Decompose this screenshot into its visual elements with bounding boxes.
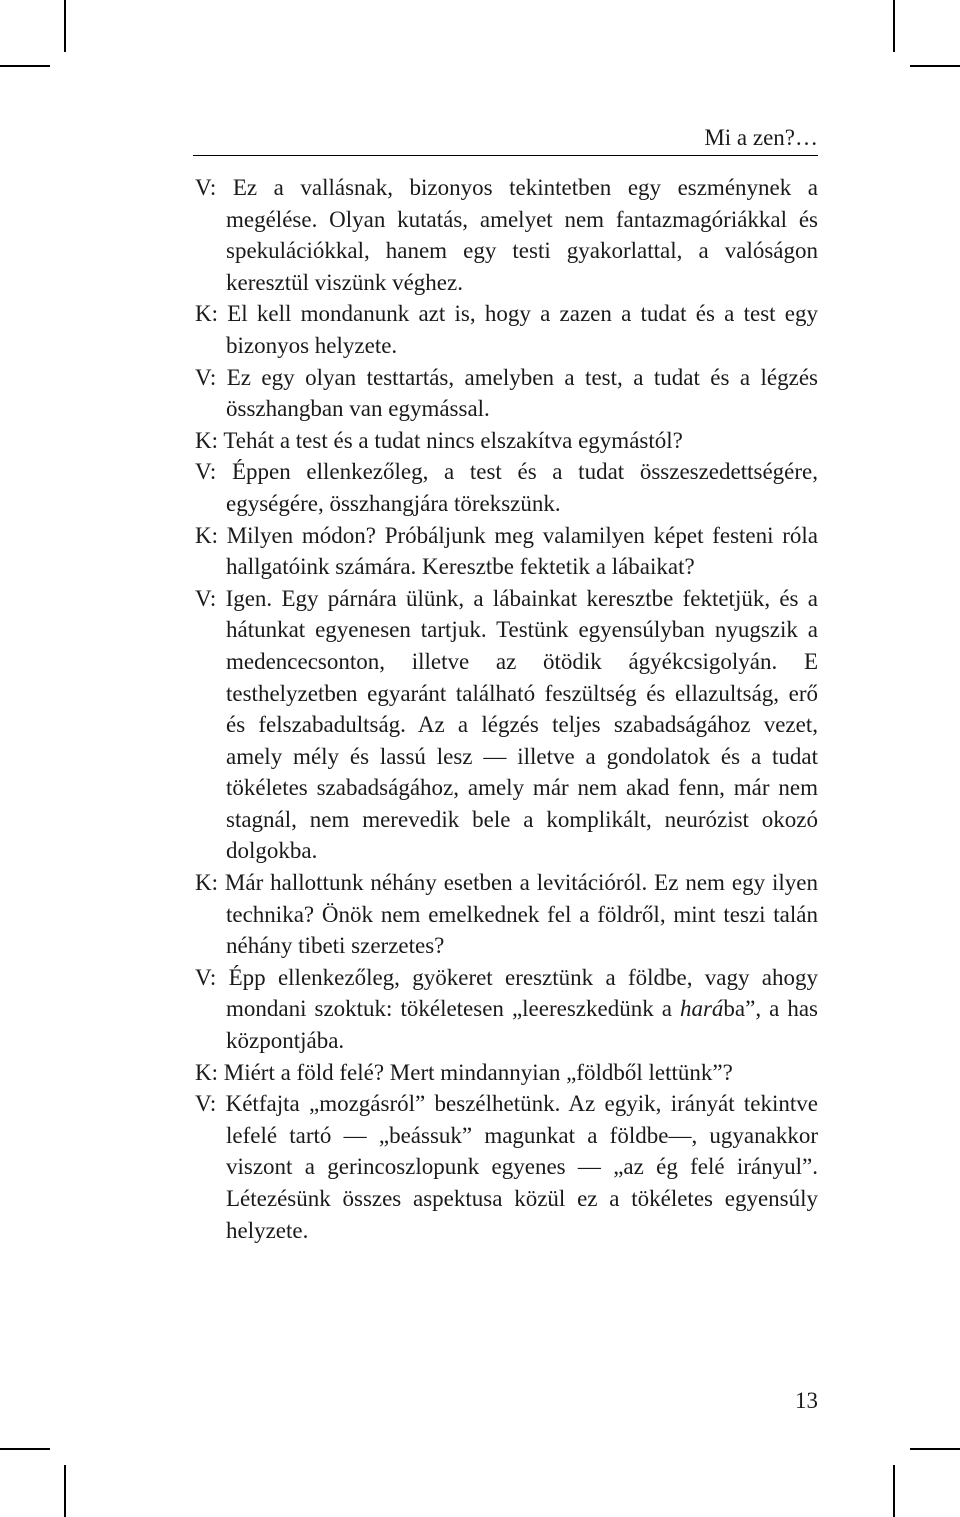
paragraph-answer: V: Éppen ellenkezőleg, a test és a tudat összeszedettségére, egységére, összhangjára törekszünk. <box>195 459 818 516</box>
header-rule <box>193 155 818 156</box>
italic-term: hará <box>679 996 724 1022</box>
crop-mark-top-right-horizontal <box>910 65 960 67</box>
paragraph-question: K: Miért a föld felé? Mert mindannyian „földből lettünk”? <box>195 1059 733 1085</box>
paragraph-question: K: Milyen módon? Próbáljunk meg valamilyen képet festeni róla hallgatóink számára. Keresztbe fektetik a lábaikat? <box>195 522 818 580</box>
paragraph-text-after: ba”, a has központjába. <box>226 996 819 1054</box>
page-number: 13 <box>795 1388 818 1413</box>
paragraph-answer: V: Ez egy olyan testtartás, amelyben a test, a tudat és a légzés összhangban van egymással. <box>195 364 818 422</box>
paragraph-answer <box>195 962 818 1057</box>
paragraph-answer: V: Kétfajta „mozgásról” beszélhetünk. Az egyik, irányát tekintve lefelé tartó — „beássuk” magunkat a földbe—, ugyanakkor viszont a gerincoszlopunk egyenes — „az ég felé irányul”. Létezésünk összes aspektusa közül ez a tökéletes egyensúly helyzete. <box>195 1091 818 1243</box>
paragraph-question: K: El kell mondanunk azt is, hogy a zazen a tudat és a test egy bizonyos helyzete. <box>195 301 818 358</box>
paragraph-text-before: V: Épp ellenkezőleg, gyökeret eresztünk a földbe, vagy ahogy mondani szoktuk: tökéletesen „leereszkedünk a <box>195 964 818 1022</box>
crop-mark-top-right-vertical <box>893 0 895 52</box>
paragraph-answer: V: Ez a vallásnak, bizonyos tekintetben egy eszménynek a megélése. Olyan kutatás, amelyet nem fantazmagóriákkal és spekulációkkal, hanem egy testi gyakorlattal, a valóságon keresztül viszünk véghez. <box>195 175 818 295</box>
running-header-title: Mi a zen?… <box>704 125 818 150</box>
crop-mark-top-left-vertical <box>64 0 66 52</box>
page-body <box>195 172 818 1246</box>
crop-mark-bottom-left-vertical <box>64 1465 66 1517</box>
paragraph-answer: V: Igen. Egy párnára ülünk, a lábainkat keresztbe fektetjük, és a hátunkat egyenesen tartjuk. Testünk egyensúlyban nyugszik a medencecsonton, illetve az ötödik ágyékcsigolyán. E testhelyzetben egyaránt található feszültség és ellazultság, erő és felszabadultság. Az a légzés teljes szabadságához vezet, amely mély és lassú lesz — illetve a gondolatok és a tudat tökéletes szabadságához, amely már nem akad fenn, már nem stagnál, nem merevedik bele a komplikált, neurózist okozó dolgokba. <box>195 585 818 864</box>
crop-mark-bottom-right-horizontal <box>910 1448 960 1450</box>
crop-mark-bottom-right-vertical <box>893 1465 895 1517</box>
crop-mark-top-left-horizontal <box>0 65 50 67</box>
paragraph-question: K: Már hallottunk néhány esetben a levitációról. Ez nem egy ilyen technika? Önök nem emelkednek fel a földről, mint teszi talán néhány tibeti szerzetes? <box>195 870 818 959</box>
paragraph-question: K: Tehát a test és a tudat nincs elszakítva egymástól? <box>195 427 683 453</box>
crop-mark-bottom-left-horizontal <box>0 1448 50 1450</box>
